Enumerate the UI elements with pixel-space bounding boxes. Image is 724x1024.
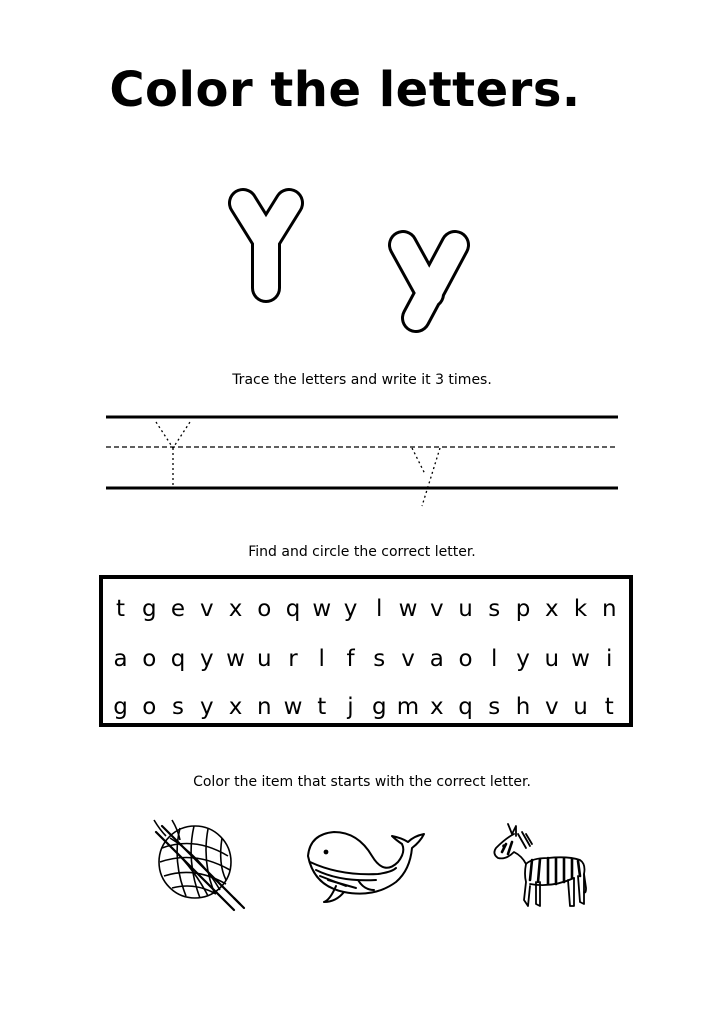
- grid-letter[interactable]: r: [288, 646, 298, 672]
- grid-letter[interactable]: w: [312, 596, 332, 622]
- page-title: Color the letters.: [109, 62, 581, 118]
- outline-letters[interactable]: [0, 0, 724, 360]
- grid-letter[interactable]: a: [429, 646, 444, 672]
- grid-letter[interactable]: u: [458, 596, 473, 622]
- grid-letter[interactable]: w: [283, 694, 303, 720]
- grid-letter[interactable]: l: [376, 596, 383, 622]
- grid-letter[interactable]: g: [371, 694, 387, 720]
- grid-letter[interactable]: f: [346, 646, 355, 672]
- grid-letter[interactable]: o: [458, 646, 473, 672]
- grid-letter[interactable]: q: [285, 596, 301, 622]
- grid-letter[interactable]: j: [347, 694, 354, 720]
- letter-grid: [99, 575, 633, 727]
- grid-letter[interactable]: x: [544, 596, 559, 622]
- grid-letter[interactable]: g: [113, 694, 128, 720]
- grid-letter[interactable]: t: [115, 596, 126, 622]
- grid-row-2: [103, 645, 629, 673]
- grid-letter[interactable]: w: [226, 646, 245, 672]
- trace-instruction: Trace the letters and write it 3 times.: [232, 372, 492, 388]
- uppercase-y-outline[interactable]: [243, 203, 289, 288]
- grid-letter[interactable]: x: [429, 694, 444, 720]
- grid-letter[interactable]: o: [142, 694, 157, 720]
- find-instruction: Find and circle the correct letter.: [248, 544, 476, 560]
- grid-letter[interactable]: x: [228, 596, 243, 622]
- grid-letter[interactable]: n: [601, 596, 617, 622]
- grid-letter[interactable]: w: [571, 646, 590, 672]
- grid-letter[interactable]: u: [573, 694, 588, 720]
- grid-letter[interactable]: k: [573, 596, 588, 622]
- grid-letter[interactable]: v: [544, 694, 559, 720]
- grid-letter[interactable]: h: [515, 694, 531, 720]
- grid-letter[interactable]: p: [515, 596, 531, 622]
- grid-letter[interactable]: s: [488, 694, 501, 720]
- grid-letter[interactable]: q: [458, 694, 473, 720]
- tracing-lines[interactable]: [100, 400, 624, 510]
- grid-letter[interactable]: s: [172, 694, 184, 720]
- grid-letter[interactable]: s: [488, 596, 501, 622]
- grid-letter[interactable]: u: [544, 646, 560, 672]
- grid-letter[interactable]: q: [170, 646, 186, 672]
- grid-row-3: [103, 693, 629, 721]
- grid-letter[interactable]: y: [343, 596, 358, 622]
- grid-letter[interactable]: o: [142, 646, 157, 672]
- grid-letter[interactable]: x: [228, 694, 243, 720]
- grid-letter[interactable]: y: [199, 646, 214, 672]
- grid-letter[interactable]: t: [317, 694, 327, 720]
- grid-letter[interactable]: y: [516, 646, 530, 672]
- zebra-icon[interactable]: [486, 816, 596, 916]
- grid-letter[interactable]: e: [170, 596, 186, 622]
- trace-uppercase-y[interactable]: [156, 422, 190, 488]
- grid-letter[interactable]: o: [257, 596, 272, 622]
- grid-letter[interactable]: v: [429, 596, 444, 622]
- grid-letter[interactable]: l: [318, 646, 325, 672]
- grid-letter[interactable]: i: [606, 646, 613, 672]
- grid-letter[interactable]: g: [141, 596, 157, 622]
- grid-row-1: [103, 595, 629, 623]
- grid-letter[interactable]: s: [373, 646, 386, 672]
- grid-letter[interactable]: u: [256, 646, 272, 672]
- trace-lowercase-y[interactable]: [412, 448, 440, 506]
- grid-letter[interactable]: m: [396, 694, 420, 720]
- grid-letter[interactable]: l: [491, 646, 498, 672]
- grid-letter[interactable]: v: [199, 596, 214, 622]
- grid-letter[interactable]: w: [398, 596, 418, 622]
- color-instruction: Color the item that starts with the correct letter.: [193, 774, 531, 790]
- grid-letter[interactable]: t: [604, 694, 614, 720]
- grid-letter[interactable]: a: [113, 646, 128, 672]
- whale-icon[interactable]: [300, 816, 440, 906]
- lowercase-y-outline[interactable]: [403, 245, 455, 318]
- grid-letter[interactable]: v: [401, 646, 415, 672]
- grid-letter[interactable]: y: [199, 694, 214, 720]
- yarn-ball-icon[interactable]: [150, 816, 250, 916]
- grid-letter[interactable]: n: [256, 694, 272, 720]
